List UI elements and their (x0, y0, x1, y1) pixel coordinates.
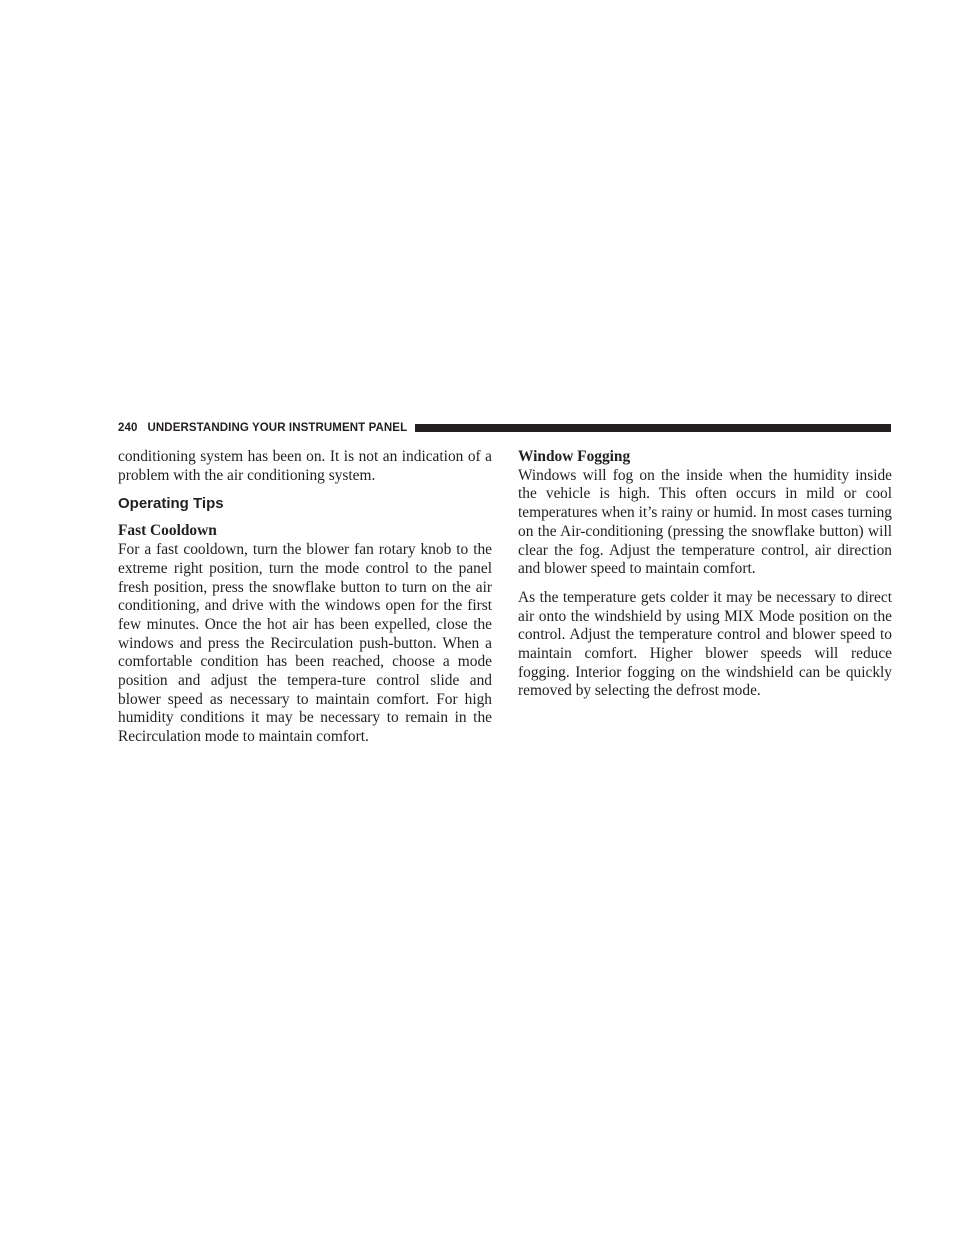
page-number: 240 (118, 422, 138, 434)
window-fogging-subheading: Window Fogging (518, 448, 631, 465)
fast-cooldown-paragraph: For a fast cooldown, turn the blower fan rotary knob to the extreme right position, turn the mode control to the panel fresh position, press the snowflake button to turn on the air conditioning, and drive with the windows open for the first few minutes. Once the hot air has been expelled, close the windows and press the Recirculation push-button. When a comfortable condition has been reached, choose a mode position and adjust the tempera-ture control slide and blower speed as necessary to maintain comfort. For high humidity conditions it may be necessary to remain in the Recirculation mode to maintain comfort. (118, 541, 492, 746)
window-fogging-paragraph-1: Windows will fog on the inside when the humidity inside the vehicle is high. This often occurs in mild or cool temperatures when it’s rainy or humid. In most cases turning on the Air-conditioning (pressing the snowflake button) will clear the fog. Adjust the temperature control, air direction and blower speed to maintain comfort. (518, 466, 892, 578)
operating-tips-heading: Operating Tips (118, 495, 224, 513)
right-column (518, 448, 892, 701)
page-header (118, 420, 891, 436)
left-column (118, 448, 492, 747)
fast-cooldown-subheading: Fast Cooldown (118, 522, 217, 540)
header-rule (415, 424, 891, 432)
continuation-paragraph: conditioning system has been on. It is not an indication of a problem with the air conditioning system. (118, 448, 492, 484)
window-fogging-paragraph-2: As the temperature gets colder it may be necessary to direct air onto the windshield by using MIX Mode position on the control. Adjust the temperature control and blower speed to maintain comfort. Higher blower speeds will reduce fogging. Interior fogging on the windshield can be quickly removed by selecting the defrost mode. (518, 588, 892, 700)
section-title: UNDERSTANDING YOUR INSTRUMENT PANEL (147, 422, 408, 434)
